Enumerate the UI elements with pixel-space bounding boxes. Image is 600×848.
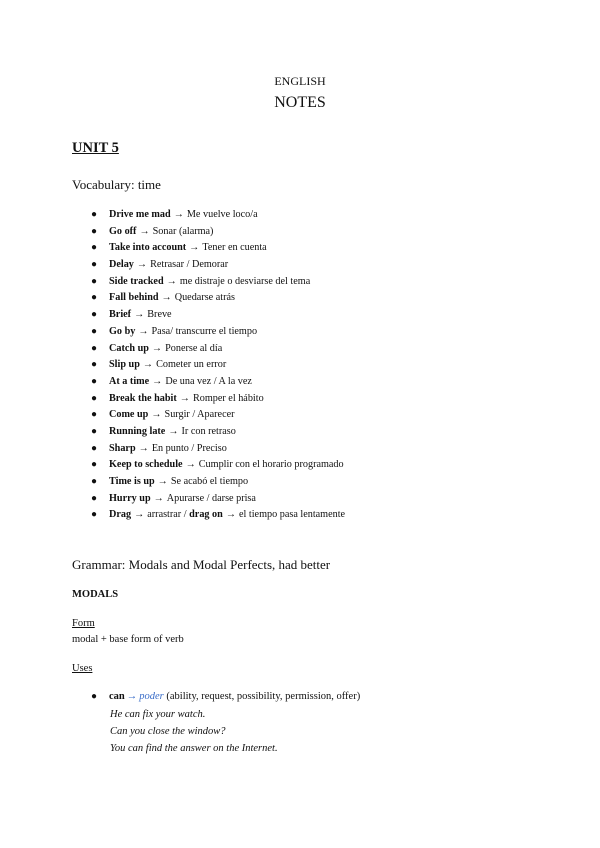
bullet-icon: ●	[91, 509, 98, 521]
arrow-icon: →	[134, 509, 145, 521]
vocab-meaning: Retrasar / Demorar	[150, 259, 229, 271]
vocab-meaning: Tener en cuenta	[202, 242, 267, 254]
bullet-icon: ●	[91, 492, 98, 504]
vocab-meaning: arrastrar /	[147, 509, 187, 521]
vocab-term: At a time	[109, 375, 150, 387]
vocab-meaning: Ir con retraso	[181, 425, 236, 437]
vocab-item	[72, 491, 345, 508]
vocab-item	[72, 374, 345, 391]
vocab-item	[72, 424, 345, 441]
vocab-item	[72, 224, 345, 241]
uses-list-item	[72, 691, 360, 702]
uses-label: Uses	[72, 663, 93, 674]
bullet-icon: ●	[91, 359, 98, 371]
document-title: NOTES	[274, 94, 326, 111]
vocab-item	[72, 457, 345, 474]
vocab-term: Take into account	[109, 242, 187, 254]
vocab-meaning: Me vuelve loco/a	[186, 209, 258, 220]
arrow-icon: →	[225, 509, 236, 521]
bullet-icon: ●	[91, 691, 98, 702]
vocab-meaning: Ponerse al día	[165, 342, 223, 354]
arrow-icon: →	[168, 425, 179, 437]
example-sentence: You can find the answer on the Internet.	[110, 743, 278, 754]
bullet-icon: ●	[91, 242, 98, 254]
arrow-icon: →	[153, 492, 164, 504]
vocab-meaning: Cometer un error	[156, 359, 227, 371]
vocab-term: Go by	[109, 325, 136, 337]
vocab-item	[72, 257, 345, 274]
vocab-term: Drive me mad	[109, 209, 171, 220]
modal-term: can	[109, 691, 125, 702]
form-label: Form	[72, 618, 95, 629]
vocab-item	[72, 391, 345, 408]
form-text: modal + base form of verb	[72, 634, 184, 645]
modal-translation: poder	[139, 691, 164, 702]
bullet-icon: ●	[91, 409, 98, 421]
bullet-icon: ●	[91, 342, 98, 354]
bullet-icon: ●	[91, 476, 98, 487]
vocab-term: Side tracked	[109, 275, 164, 287]
bullet-icon: ●	[91, 325, 98, 337]
arrow-icon: →	[151, 409, 162, 421]
vocab-meaning: Apurarse / darse prisa	[166, 492, 256, 504]
vocab-meaning: Se acabó el tiempo	[170, 476, 249, 487]
vocab-term: Sharp	[109, 442, 136, 454]
arrow-icon: →	[126, 691, 138, 702]
vocab-meaning: Cumplir con el horario programado	[198, 459, 344, 471]
vocab-item	[72, 240, 345, 257]
vocab-term: Keep to schedule	[109, 459, 183, 471]
vocab-term: Fall behind	[109, 292, 159, 304]
grammar-heading: Grammar: Modals and Modal Perfects, had better	[72, 557, 331, 572]
vocab-term: drag on	[189, 509, 223, 521]
vocab-meaning: En punto / Preciso	[151, 442, 227, 454]
bullet-icon: ●	[91, 442, 98, 454]
vocab-meaning: Sonar (alarma)	[152, 225, 214, 237]
bullet-icon: ●	[91, 375, 98, 387]
vocab-term: Hurry up	[109, 492, 151, 504]
vocab-item	[72, 357, 345, 374]
bullet-icon: ●	[91, 259, 98, 271]
vocab-item	[72, 474, 345, 491]
vocab-meaning: Romper el hábito	[192, 392, 264, 404]
arrow-icon: →	[136, 259, 148, 271]
vocab-item	[72, 207, 345, 224]
arrow-icon: →	[152, 375, 163, 387]
arrow-icon: →	[138, 442, 149, 454]
arrow-icon: →	[151, 342, 163, 354]
vocab-meaning: Quedarse atrás	[174, 292, 235, 304]
vocab-term: Delay	[109, 259, 134, 271]
bullet-icon: ●	[91, 392, 98, 404]
example-sentence: Can you close the window?	[110, 726, 226, 737]
bullet-icon: ●	[91, 309, 98, 321]
vocab-item	[72, 507, 345, 524]
bullet-icon: ●	[91, 209, 98, 220]
bullet-icon: ●	[91, 425, 98, 437]
vocab-item	[72, 290, 345, 307]
arrow-icon: →	[134, 309, 145, 321]
bullet-icon: ●	[91, 225, 98, 237]
arrow-icon: →	[142, 359, 154, 371]
vocab-item	[72, 274, 345, 291]
vocab-item	[72, 307, 345, 324]
vocab-meaning: Breve	[147, 309, 172, 321]
bullet-icon: ●	[91, 292, 98, 304]
vocab-meaning: el tiempo pasa lentamente	[239, 509, 346, 521]
arrow-icon: →	[161, 292, 172, 304]
arrow-icon: →	[173, 209, 184, 220]
vocab-item	[72, 341, 345, 358]
vocab-term: Time is up	[109, 476, 155, 487]
vocab-item	[72, 407, 345, 424]
arrow-icon: →	[166, 275, 177, 287]
vocab-term: Running late	[109, 425, 166, 437]
vocab-term: Break the habit	[109, 392, 177, 404]
arrow-icon: →	[139, 225, 150, 237]
modal-description: (ability, request, possibility, permission, offer)	[166, 691, 361, 702]
vocab-meaning: Pasa/ transcurre el tiempo	[151, 325, 258, 337]
vocabulary-heading: Vocabulary: time	[72, 177, 161, 192]
document-kicker: ENGLISH	[274, 74, 326, 88]
vocab-item	[72, 324, 345, 341]
example-sentence: He can fix your watch.	[110, 709, 206, 720]
arrow-icon: →	[138, 325, 149, 337]
bullet-icon: ●	[91, 459, 98, 471]
vocab-term: Catch up	[109, 342, 149, 354]
arrow-icon: →	[157, 476, 168, 487]
vocabulary-list	[72, 207, 345, 524]
arrow-icon: →	[179, 392, 190, 404]
vocab-term: Slip up	[109, 359, 140, 371]
bullet-icon: ●	[91, 275, 98, 287]
vocab-item	[72, 441, 345, 458]
modals-heading: MODALS	[72, 589, 119, 600]
unit-title: UNIT 5	[72, 140, 119, 156]
arrow-icon: →	[185, 459, 196, 471]
vocab-meaning: De una vez / A la vez	[165, 375, 252, 387]
vocab-meaning: me distraje o desviarse del tema	[179, 275, 311, 287]
vocab-term: Brief	[109, 309, 132, 321]
arrow-icon: →	[189, 242, 200, 254]
vocab-term: Drag	[109, 509, 132, 521]
vocab-meaning: Surgir / Aparecer	[164, 409, 235, 421]
vocab-term: Go off	[109, 225, 137, 237]
vocab-term: Come up	[109, 409, 149, 421]
